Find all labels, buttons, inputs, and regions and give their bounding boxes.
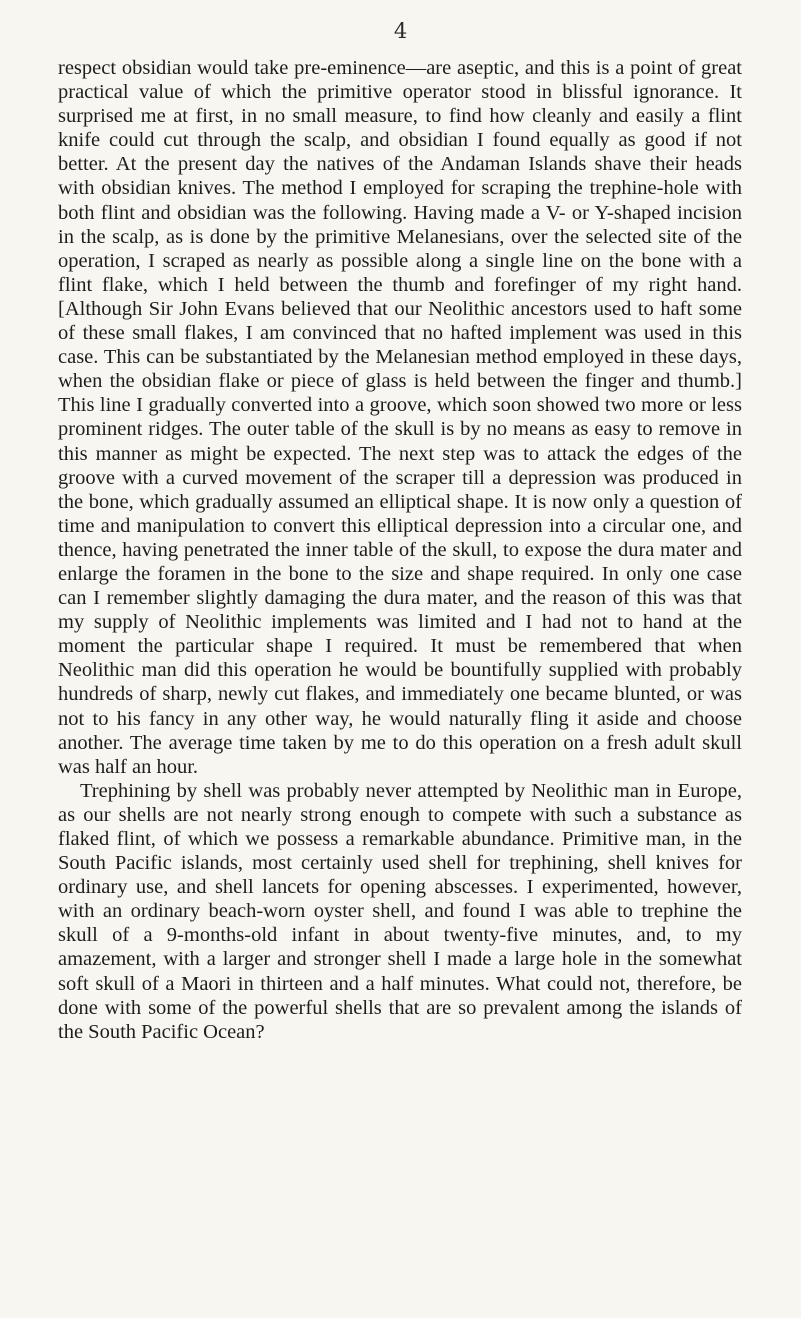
paragraph-shell-trephining: Trephining by shell was probably never attempted by Neolithic man in Europe, as our shells are not nearly strong enough to compete with such a substance as flaked flint, of which we possess a remarkable abundance. Primitive man, in the South Pacific islands, most certainly used shell for trephining, shell knives for ordinary use, and shell lancets for opening abscesses. I experimented, however, with an ordinary beach-worn oyster shell, and found I was able to trephine the skull of a 9-months-old infant in about twenty-five minutes, and, to my amazement, with a larger and stronger shell I made a large hole in the somewhat soft skull of a Maori in thirteen and a half minutes. What could not, therefore, be done with some of the powerful shells that are so prevalent among the islands of the South Pacific Ocean?	[58, 779, 742, 1043]
page-number: 4	[393, 19, 408, 43]
paragraph-obsidian-method: respect obsidian would take pre-eminence—are aseptic, and this is a point of great practical value of which the primitive operator stood in blissful ignorance. It surprised me at first, in no small measure, to find how cleanly and easily a flint knife could cut through the scalp, and obsidian I found equally as good if not better. At the present day the natives of the Andaman Islands shave their heads with obsidian knives. The method I employed for scraping the trephine-hole with both flint and obsidian was the following. Having made a V- or Y-shaped incision in the scalp, as is done by the primitive Melanesians, over the selected site of the operation, I scraped as nearly as possible along a single line on the bone with a flint flake, which I held between the thumb and forefinger of my right hand. [Although Sir John Evans believed that our Neolithic ancestors used to haft some of these small flakes, I am convinced that no hafted implement was used in this case. This can be substantiated by the Melanesian method employed in these days, when the obsidian flake or piece of glass is held between the finger and thumb.] This line I gradually converted into a groove, which soon showed two more or less prominent ridges. The outer table of the skull is by no means as easy to remove in this manner as might be expected. The next step was to attack the edges of the groove with a curved movement of the scraper till a depression was produced in the bone, which gradually assumed an elliptical shape. It is now only a question of time and manipulation to convert this elliptical depression into a circular one, and thence, having penetrated the inner table of the skull, to expose the dura mater and enlarge the foramen in the bone to the size and shape required. In only one case can I remember slightly damaging the dura mater, and the reason of this was that my supply of Neolithic implements was limited and I had not to hand at the moment the particular shape I required. It must be remembered that when Neolithic man did this operation he would be bountifully supplied with probably hundreds of sharp, newly cut flakes, and immediately one became blunted, or was not to his fancy in any other way, he would naturally fling it aside and choose another. The average time taken by me to do this operation on a fresh adult skull was half an hour.	[58, 57, 742, 778]
body-text	[58, 56, 742, 1044]
